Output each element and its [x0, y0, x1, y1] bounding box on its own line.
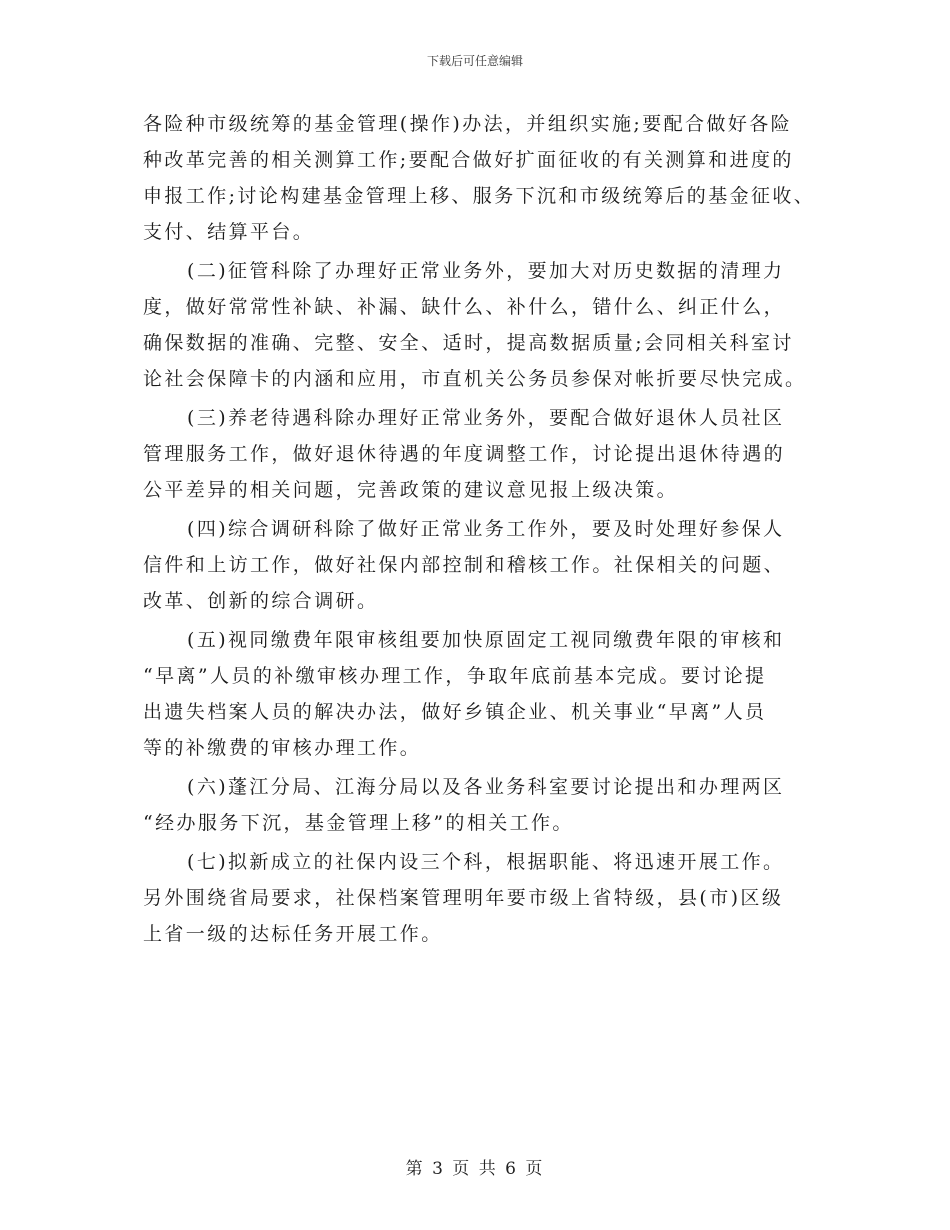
text-line: 信件和上访工作，做好社保内部控制和稽核工作。社保相关的问题、 [143, 554, 786, 576]
page-header-note: 下载后可任意编辑 [426, 54, 523, 68]
paragraph-6 [143, 769, 823, 841]
text-line: 出遗失档案人员的解决办法，做好乡镇企业、机关事业“早离”人员 [143, 701, 767, 723]
paragraph-7 [143, 844, 823, 952]
text-line: 申报工作;讨论构建基金管理上移、服务下沉和市级统筹后的基金征收、 [143, 185, 816, 207]
text-line: 度，做好常常性补缺、补漏、缺什么、补什么，错什么、纠正什么， [143, 296, 786, 318]
text-line: 公平差异的相关问题，完善政策的建议意见报上级决策。 [143, 479, 679, 501]
text-line: 各险种市级统筹的基金管理(操作)办法，并组织实施;要配合做好各险 [143, 113, 793, 135]
paragraph-5 [143, 622, 823, 766]
text-line: (四)综合调研科除了做好正常业务工作外，要及时处理好参保人 [187, 518, 785, 540]
paragraph-4 [143, 511, 823, 619]
document-body [143, 106, 823, 952]
text-line: 管理服务工作，做好退休待遇的年度调整工作，讨论提出退休待遇的 [143, 443, 786, 465]
text-line: 种改革完善的相关测算工作;要配合做好扩面征收的有关测算和进度的 [143, 149, 794, 171]
text-line: (七)拟新成立的社保内设三个科，根据职能、将迅速开展工作。 [187, 851, 785, 873]
text-line: 上省一级的达标任务开展工作。 [143, 923, 443, 945]
text-line: 改革、创新的综合调研。 [143, 590, 379, 612]
paragraph-2 [143, 253, 823, 397]
text-line: (五)视同缴费年限审核组要加快原固定工视同缴费年限的审核和 [187, 629, 785, 651]
text-line: (二)征管科除了办理好正常业务外，要加大对历史数据的清理力 [187, 260, 785, 282]
text-line: (六)蓬江分局、江海分局以及各业务科室要讨论提出和办理两区 [187, 776, 785, 798]
text-line: 确保数据的准确、完整、安全、适时，提高数据质量;会同相关科室讨 [143, 332, 794, 354]
text-line: “经办服务下沉，基金管理上移”的相关工作。 [143, 812, 574, 834]
text-line: (三)养老待遇科除办理好正常业务外，要配合做好退休人员社区 [187, 407, 785, 429]
text-line: 支付、结算平台。 [143, 221, 315, 243]
text-line: “早离”人员的补缴审核办理工作，争取年底前基本完成。要讨论提 [143, 665, 767, 687]
text-line: 另外围绕省局要求，社保档案管理明年要市级上省特级，县(市)区级 [143, 887, 784, 909]
text-line: 论社会保障卡的内涵和应用，市直机关公务员参保对帐折要尽快完成。 [143, 368, 807, 390]
paragraph-1 [143, 106, 823, 250]
paragraph-3 [143, 400, 823, 508]
text-line: 等的补缴费的审核办理工作。 [143, 737, 422, 759]
page-number-footer: 第 3 页 共 6 页 [405, 1159, 545, 1179]
